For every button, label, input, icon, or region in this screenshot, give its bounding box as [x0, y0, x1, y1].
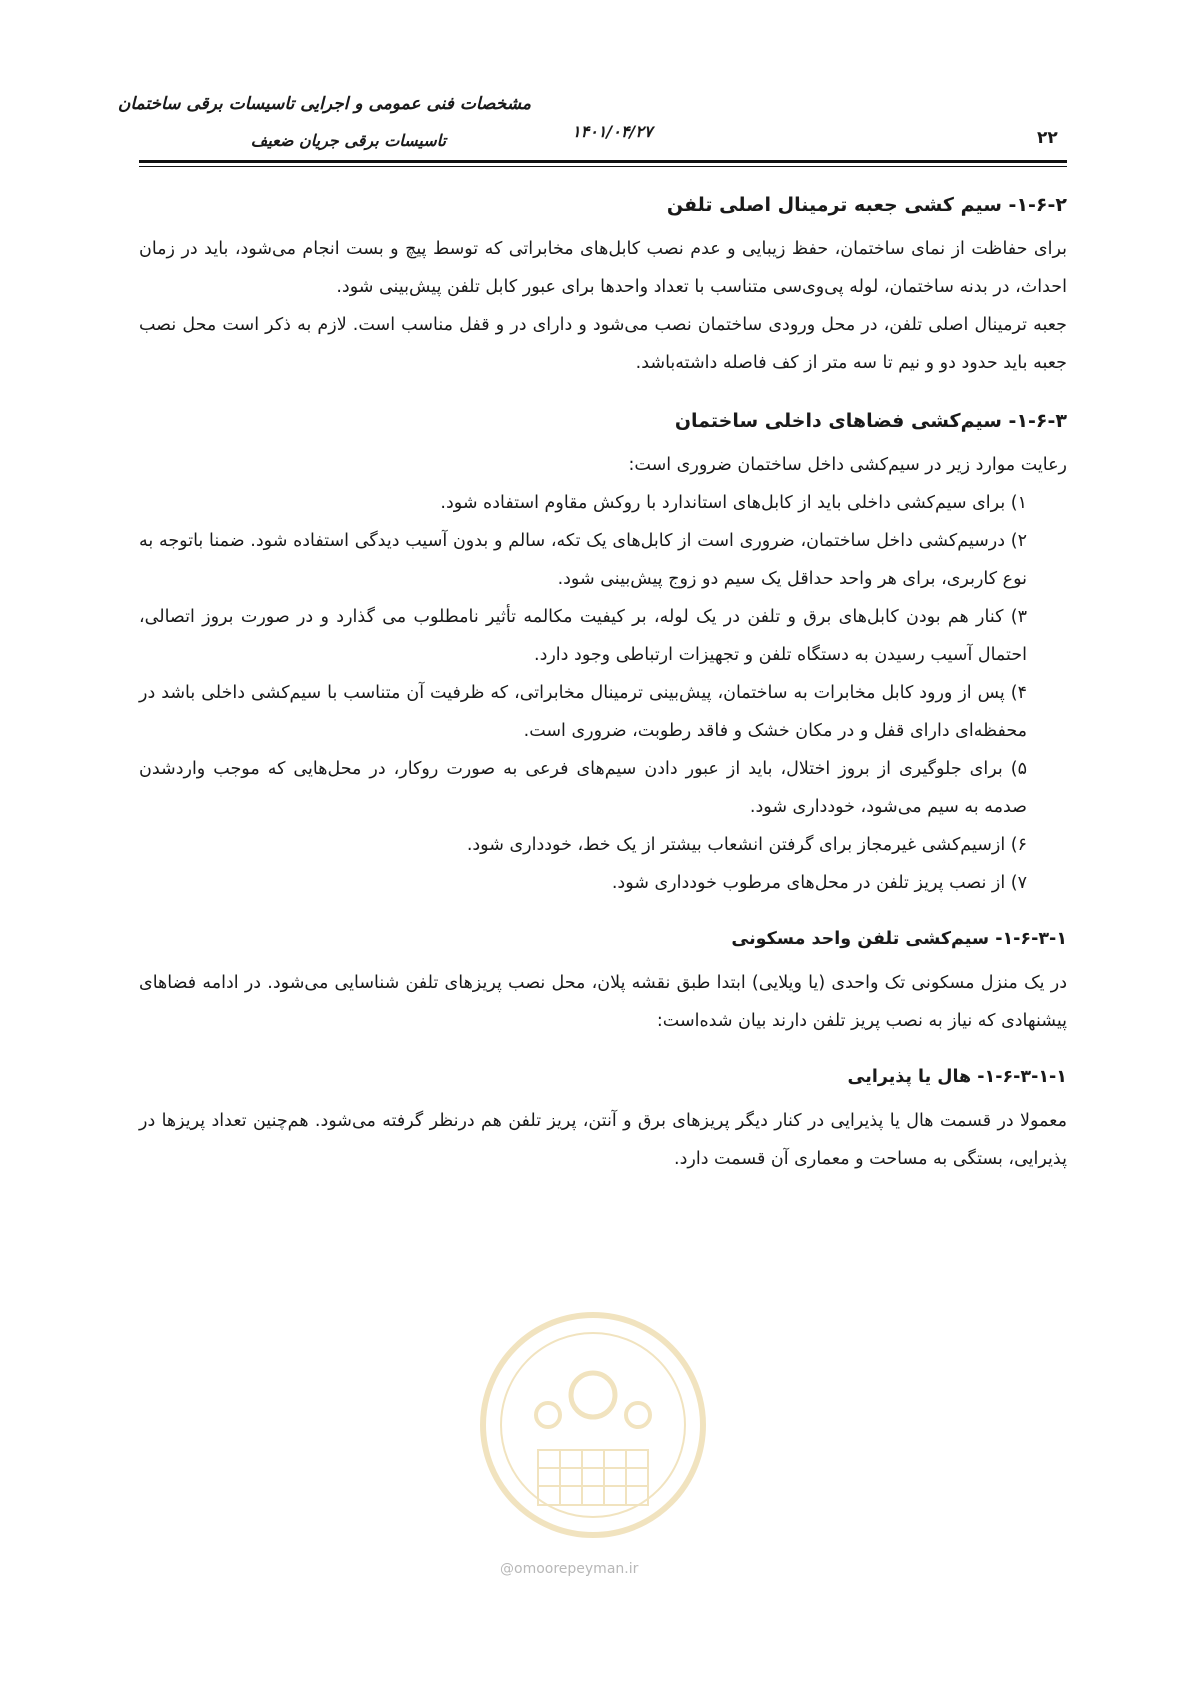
header-rule-thin — [139, 166, 1067, 167]
list-item: ۳) کنار هم بودن کابل‌های برق و تلفن در یک لوله، بر کیفیت مکالمه تأثیر نامطلوب می گذارد و در صورت بروز اتصالی، احتمال آسیب رسیدن به دستگاه تلفن و تجهیزات ارتباطی وجود دارد. — [139, 607, 1027, 665]
watermark-text: @omoorepeyman.ir — [500, 1561, 639, 1577]
document-body — [139, 186, 1067, 1178]
header-rule-thick — [139, 160, 1067, 163]
paragraph: برای حفاظت از نمای ساختمان، حفظ زیبایی و عدم نصب کابل‌های مخابراتی که توسط پیچ و بست انجام می‌شود، باید در زمان احداث، در بدنه ساختمان، لوله پی‌وی‌سی متناسب با تعداد واحدها برای عبور کابل تلفن پیش‌بینی شود. — [139, 239, 1067, 297]
list-item: ۲) درسیم‌کشی داخل ساختمان، ضروری است از کابل‌های یک تکه، سالم و بدون آسیب دیدگی استفاده شود. ضمنا باتوجه به نوع کاربری، برای هر واحد حداقل یک سیم دو زوج پیش‌بینی شود. — [139, 531, 1027, 589]
section-heading-1-6-3: ۱-۶-۳- سیم‌کشی فضاهای داخلی ساختمان — [674, 410, 1067, 432]
list-item: ۵) برای جلوگیری از بروز اختلال، باید از عبور دادن سیم‌های فرعی به صورت روکار، در محل‌هایی که موجب واردشدن صدمه به سیم می‌شود، خودداری شود. — [139, 759, 1027, 817]
section-heading-1-6-2: ۱-۶-۲- سیم کشی جعبه ترمینال اصلی تلفن — [666, 194, 1067, 216]
paragraph: جعبه ترمینال اصلی تلفن، در محل ورودی ساختمان نصب می‌شود و دارای در و قفل مناسب است. لازم به ذکر است محل نصب جعبه باید حدود دو و نیم تا سه متر از کف فاصله داشته‌باشد. — [139, 315, 1067, 373]
paragraph: در یک منزل مسکونی تک واحدی (یا ویلایی) ابتدا طبق نقشه پلان، محل نصب پریزهای تلفن شناسایی می‌شود. در ادامه فضاهای پیشنهادی که نیاز به نصب پریز تلفن دارند بیان شده‌است: — [139, 973, 1067, 1031]
page-number: ۲۲ — [1037, 128, 1058, 148]
header-title-sub: تاسیسات برقی جریان ضعیف — [250, 131, 446, 150]
list-item: ۱) برای سیم‌کشی داخلی باید از کابل‌های استاندارد با روکش مقاوم استفاده شود. — [440, 493, 1027, 513]
header-title-main: مشخصات فنی عمومی و اجرایی تاسیسات برقی ساختمان — [117, 94, 531, 114]
list-item: ۷) از نصب پریز تلفن در محل‌های مرطوب خودداری شود. — [611, 873, 1027, 893]
list-item: ۶) ازسیم‌کشی غیرمجاز برای گرفتن انشعاب بیشتر از یک خط، خودداری شود. — [466, 835, 1027, 855]
watermark-seal-icon — [468, 1300, 718, 1550]
paragraph: رعایت موارد زیر در سیم‌کشی داخل ساختمان ضروری است: — [628, 455, 1067, 475]
header-date: ۱۴۰۱/۰۴/۲۷ — [572, 122, 653, 141]
rules-list — [139, 484, 1067, 902]
section-heading-1-6-3-1: ۱-۶-۳-۱- سیم‌کشی تلفن واحد مسکونی — [731, 929, 1067, 949]
paragraph: معمولا در قسمت هال یا پذیرایی در کنار دیگر پریزهای برق و آنتن، پریز تلفن هم درنظر گرفته می‌شود. هم‌چنین تعداد پریزها در پذیرایی، بستگی به مساحت و معماری آن قسمت دارد. — [139, 1111, 1067, 1169]
list-item: ۴) پس از ورود کابل مخابرات به ساختمان، پیش‌بینی ترمینال مخابراتی، که ظرفیت آن متناسب با سیم‌کشی داخلی باشد در محفظه‌ای دارای قفل و در مکان خشک و فاقد رطوبت، ضروری است. — [139, 683, 1027, 741]
section-heading-1-6-3-1-1: ۱-۶-۳-۱-۱- هال یا پذیرایی — [847, 1067, 1067, 1087]
